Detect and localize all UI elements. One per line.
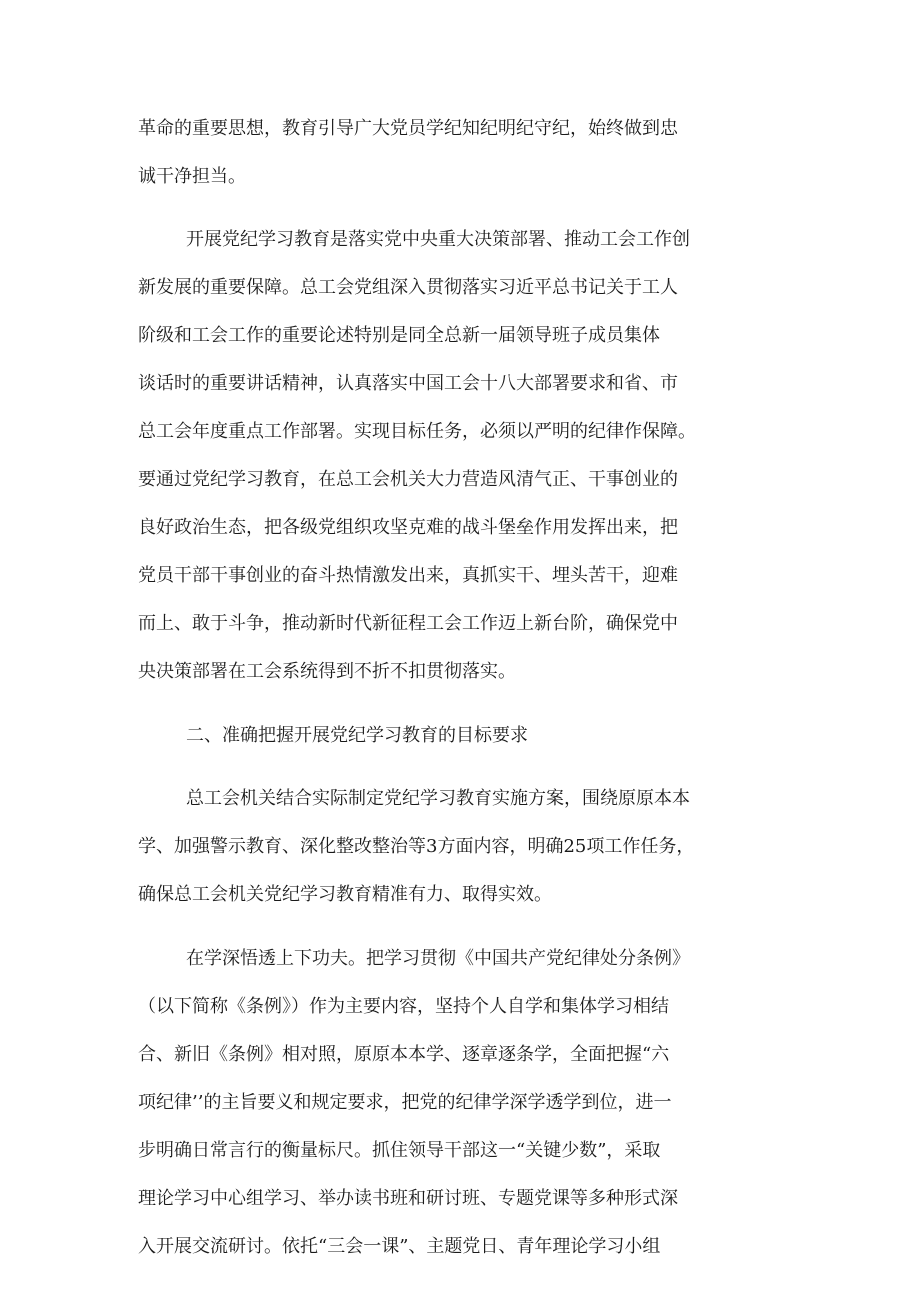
text-line: 谈话时的重要讲话精神，认真落实中国工会十八大部署要求和省、市 <box>138 373 678 394</box>
text-line: 总工会年度重点工作部署。实现目标任务，必须以严明的纪律作保障。 <box>138 421 696 442</box>
text-line: 诚干净担当。 <box>138 166 246 187</box>
text-line: 阶级和工会工作的重要论述特别是同全总新一届领导班子成员集体 <box>138 325 660 346</box>
text-line: 合、新旧《条例》相对照，原原本本学、逐章逐条学，全面把握“六 <box>138 1044 670 1065</box>
text-line: 确保总工会机关党纪学习教育精准有力、取得实效。 <box>138 884 552 905</box>
text-line: （以下简称《条例》）作为主要内容，坚持个人自学和集体学习相结 <box>138 996 669 1017</box>
text-line: 入开展交流研讨。依托“三会一课”、主题党日、青年理论学习小组 <box>138 1236 661 1257</box>
text-line: 学、加强警示教育、深化整改整治等3方面内容，明确25项工作任务， <box>138 836 695 857</box>
text-line: 要通过党纪学习教育，在总工会机关大力营造风清气正、干事创业的 <box>138 469 678 490</box>
text-line: 良好政治生态，把各级党组织攻坚克难的战斗堡垒作用发挥出来，把 <box>138 517 678 538</box>
text-line: 党员干部干事创业的奋斗热情激发出来，真抓实干、埋头苦干，迎难 <box>138 565 678 586</box>
paragraph-first-line: 开展党纪学习教育是落实党中央重大决策部署、推动工会工作创 <box>186 229 690 250</box>
paragraph-first-line: 在学深悟透上下功夫。把学习贯彻《中国共产党纪律处分条例》 <box>186 948 690 969</box>
section-heading: 二、准确把握开展党纪学习教育的目标要求 <box>186 725 528 746</box>
text-line: 理论学习中心组学习、举办读书班和研讨班、专题党课等多种形式深 <box>138 1188 678 1209</box>
text-line: 而上、敢于斗争，推动新时代新征程工会工作迈上新台阶，确保党中 <box>138 613 678 634</box>
text-line: 新发展的重要保障。总工会党组深入贯彻落实习近平总书记关于工人 <box>138 277 678 298</box>
text-line: 革命的重要思想，教育引导广大党员学纪知纪明纪守纪，始终做到忠 <box>138 118 678 139</box>
text-line: 项纪律’’的主旨要义和规定要求，把党的纪律学深学透学到位，进一 <box>138 1092 672 1113</box>
text-line: 步明确日常言行的衡量标尺。抓住领导干部这一“关键少数”，采取 <box>138 1140 661 1161</box>
paragraph-first-line: 总工会机关结合实际制定党纪学习教育实施方案，围绕原原本本 <box>186 788 690 809</box>
text-line: 央决策部署在工会系统得到不折不扣贯彻落实。 <box>138 661 516 682</box>
